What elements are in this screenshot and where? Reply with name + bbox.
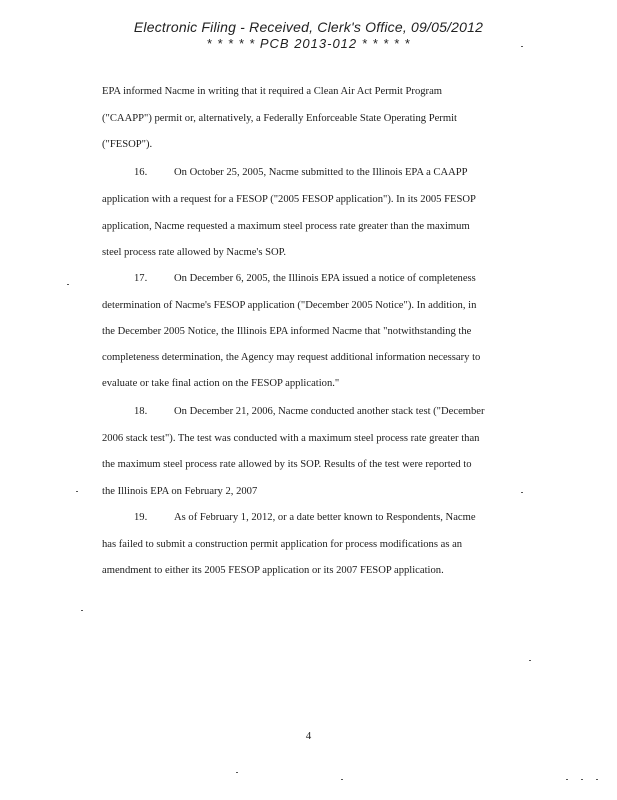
page-number: 4	[305, 730, 312, 742]
paragraph-19-first-line	[102, 512, 476, 523]
scan-speck	[341, 779, 343, 780]
paragraph-18-line-2: 2006 stack test"). The test was conducted with a maximum steel process rate greater than	[102, 433, 480, 444]
filing-stamp-line1: Electronic Filing - Received, Clerk's Office, 09/05/2012	[133, 19, 484, 35]
paragraph-19-line-2: has failed to submit a construction permit application for process modifications as an	[102, 539, 463, 550]
paragraph-18-line-3: the maximum steel process rate allowed by its SOP. Results of the test were reported to	[102, 459, 472, 470]
paragraph-16-line-1: On October 25, 2005, Nacme submitted to the Illinois EPA a CAAPP	[174, 167, 468, 178]
scan-speck	[581, 779, 583, 780]
scan-speck	[529, 660, 531, 661]
paragraph-17-line-2: determination of Nacme's FESOP application ("December 2005 Notice"). In addition, in	[102, 300, 477, 311]
paragraph-17-number: 17.	[134, 273, 148, 284]
scan-speck	[566, 779, 568, 780]
paragraph-18-first-line	[102, 406, 485, 417]
scan-speck	[81, 610, 83, 611]
paragraph-19-line-3: amendment to either its 2005 FESOP application or its 2007 FESOP application.	[102, 565, 444, 576]
paragraph-19-number: 19.	[134, 512, 148, 523]
paragraph-0-line-2: ("CAAPP") permit or, alternatively, a Federally Enforceable State Operating Permit	[102, 113, 457, 124]
paragraph-18-line-1: On December 21, 2006, Nacme conducted another stack test ("December	[174, 406, 485, 417]
paragraph-16-first-line	[102, 167, 468, 178]
paragraph-17-line-1: On December 6, 2005, the Illinois EPA issued a notice of completeness	[174, 273, 476, 284]
paragraph-17-first-line	[102, 273, 476, 284]
paragraph-16-line-3: application, Nacme requested a maximum steel process rate greater than the maximum	[102, 221, 470, 232]
scan-speck	[76, 491, 78, 492]
paragraph-16-number: 16.	[134, 167, 148, 178]
filing-stamp-line2: * * * * * PCB 2013-012 * * * * *	[206, 36, 411, 51]
paragraph-0-line-1: EPA informed Nacme in writing that it required a Clean Air Act Permit Program	[102, 86, 443, 97]
paragraph-17-line-4: completeness determination, the Agency may request additional information necessary to	[102, 352, 481, 363]
paragraph-18-number: 18.	[134, 406, 148, 417]
paragraph-17-line-5: evaluate or take final action on the FESOP application."	[102, 378, 340, 389]
scan-speck	[236, 772, 238, 773]
scan-speck	[521, 46, 523, 47]
paragraph-16-line-2: application with a request for a FESOP ("2005 FESOP application"). In its 2005 FESOP	[102, 194, 476, 205]
paragraph-19-line-1: As of February 1, 2012, or a date better known to Respondents, Nacme	[174, 512, 476, 523]
paragraph-16-line-4: steel process rate allowed by Nacme's SOP.	[102, 247, 287, 258]
paragraph-0-line-3: ("FESOP").	[102, 139, 153, 150]
paragraph-17-line-3: the December 2005 Notice, the Illinois EPA informed Nacme that "notwithstanding the	[102, 326, 472, 337]
scan-speck	[67, 284, 69, 285]
paragraph-18-line-4: the Illinois EPA on February 2, 2007	[102, 486, 258, 497]
scan-speck	[521, 492, 523, 493]
scan-speck	[596, 779, 598, 780]
